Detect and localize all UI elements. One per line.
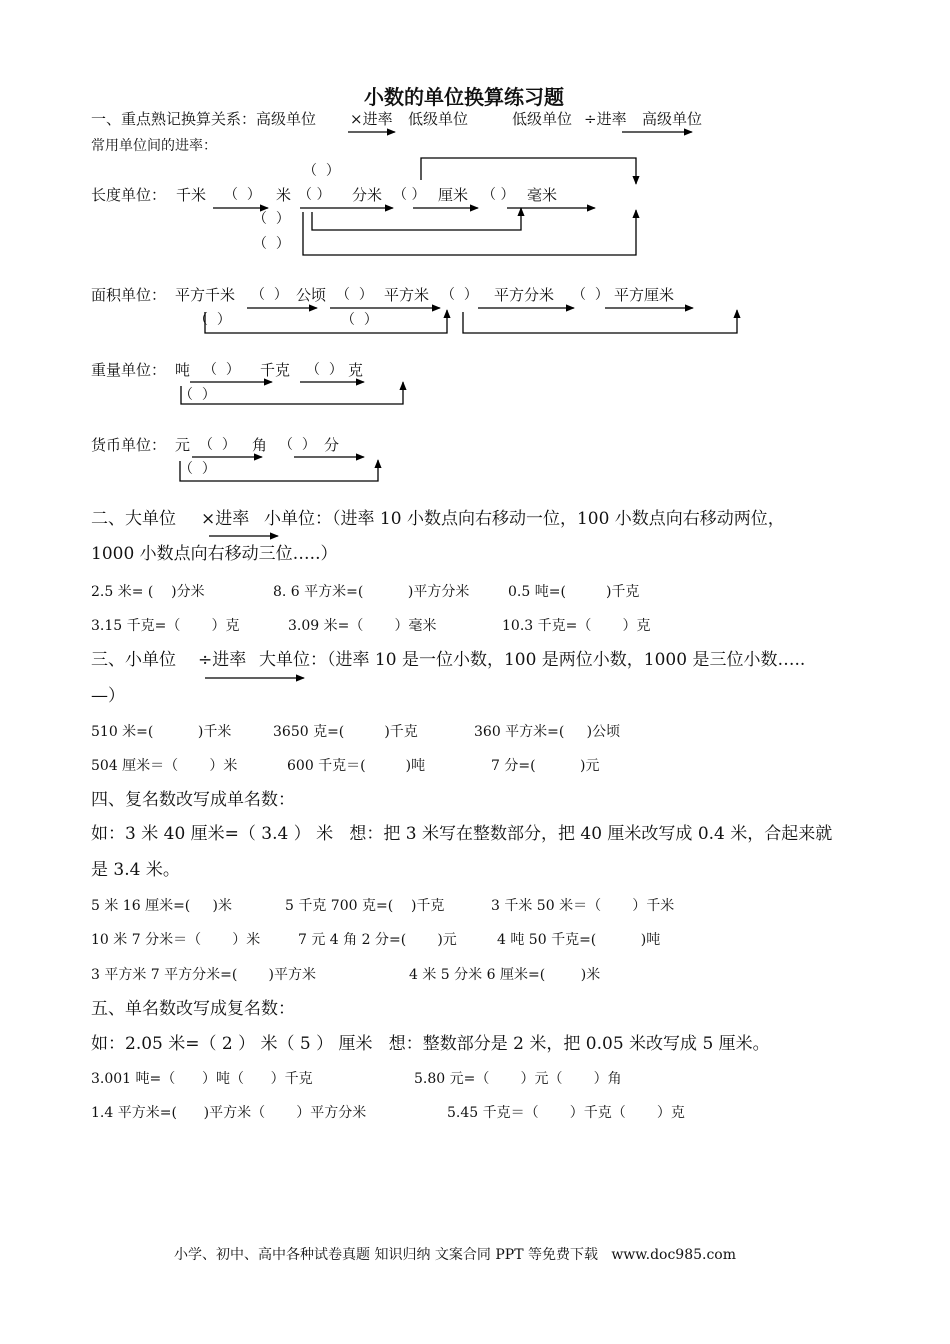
sec5-q1: 3.001 吨=（ ）吨（ ）千克 bbox=[91, 1071, 313, 1087]
bracket-length-top bbox=[421, 158, 636, 184]
sec1-low: 低级单位 bbox=[408, 110, 469, 128]
length-u5: 毫米 bbox=[527, 186, 558, 204]
sec5-example: 如：2.05 米=（ 2 ） 米（ 5 ） 厘米 想：整数部分是 2 米，把 0.05 米改写成 5 厘米。 bbox=[91, 1034, 770, 1054]
length-blank-1: （ ） bbox=[224, 187, 261, 203]
sec4-example-a: 如：3 米 40 厘米=（ 3.4 ） 米 想：把 3 米写在整数部分，把 40 厘米改写成 0.4 米，合起来就 bbox=[91, 824, 833, 844]
area-blank-3: （ ） bbox=[441, 287, 478, 303]
sec2-q3: 0.5 吨=( )千克 bbox=[508, 584, 640, 600]
length-blank-4: （ ） bbox=[482, 187, 515, 203]
bracket-area-right bbox=[463, 310, 737, 333]
sec2-heading-b: 小单位：（进率 10 小数点向右移动一位，100 小数点向右移动两位， bbox=[264, 509, 785, 529]
area-blank-4: （ ） bbox=[572, 287, 609, 303]
length-blank-mid: （ ） bbox=[253, 211, 290, 227]
sec5-heading: 五、单名数改写成复名数： bbox=[91, 999, 295, 1019]
length-u2: 米 bbox=[276, 186, 292, 204]
sec3-q2: 3650 克=( )千克 bbox=[273, 724, 418, 740]
sec3-q1: 510 米=( )千米 bbox=[91, 724, 232, 740]
sec2-q1: 2.5 米= ( )分米 bbox=[91, 584, 205, 600]
sec4-example-b: 是 3.4 米。 bbox=[91, 860, 180, 880]
area-u5: 平方厘米 bbox=[614, 286, 675, 304]
weight-blank-low: （ ） bbox=[179, 387, 216, 403]
bracket-area-left bbox=[205, 310, 447, 333]
sec2-q6: 10.3 千克=（ ）克 bbox=[502, 618, 651, 634]
sec5-q4: 5.45 千克＝（ ）千克（ ）克 bbox=[447, 1105, 685, 1121]
sec4-q6: 4 吨 50 千克=( )吨 bbox=[497, 932, 661, 948]
sec4-q2: 5 千克 700 克=( )千克 bbox=[285, 898, 445, 914]
area-blank-right: （ ） bbox=[341, 312, 378, 328]
length-blank-top: （ ） bbox=[303, 163, 340, 179]
weight-label: 重量单位： bbox=[91, 361, 167, 379]
rates-label: 常用单位间的进率： bbox=[91, 138, 217, 154]
money-blank-1: （ ） bbox=[199, 437, 236, 453]
area-blank-left: （ ） bbox=[194, 312, 231, 328]
money-blank-2: （ ） bbox=[279, 437, 316, 453]
sec4-q8: 4 米 5 分米 6 厘米=( )米 bbox=[409, 967, 601, 983]
weight-u1: 吨 bbox=[175, 361, 191, 379]
length-u1: 千米 bbox=[176, 186, 207, 204]
sec1-mul: ×进率 bbox=[350, 110, 393, 128]
length-u3: 分米 bbox=[352, 186, 383, 204]
sec3-q3: 360 平方米=( )公顷 bbox=[474, 724, 621, 740]
sec2-mul: ×进率 bbox=[201, 509, 250, 529]
money-u3: 分 bbox=[324, 436, 340, 454]
sec3-q5: 600 千克＝( )吨 bbox=[287, 758, 426, 774]
money-blank-low: （ ） bbox=[179, 461, 216, 477]
length-blank-3: （ ） bbox=[393, 187, 426, 203]
sec3-heading-b: 大单位：（进率 10 是一位小数，100 是两位小数，1000 是三位小数….. bbox=[259, 650, 806, 670]
sec3-q6: 7 分=( )元 bbox=[491, 758, 600, 774]
sec2-q5: 3.09 米=（ ）毫米 bbox=[288, 618, 437, 634]
length-label: 长度单位： bbox=[91, 186, 167, 204]
bracket-length-mid bbox=[312, 208, 521, 230]
weight-u2: 千克 bbox=[260, 361, 291, 379]
area-blank-2: （ ） bbox=[336, 287, 373, 303]
length-blank-low: （ ） bbox=[253, 236, 290, 252]
weight-blank-2: （ ） bbox=[306, 362, 343, 378]
area-u2: 公顷 bbox=[296, 286, 327, 304]
length-blank-2: （ ） bbox=[298, 187, 331, 203]
area-u3: 平方米 bbox=[384, 286, 430, 304]
sec4-q4: 10 米 7 分米＝（ ）米 bbox=[91, 932, 261, 948]
money-label: 货币单位： bbox=[91, 436, 167, 454]
area-label: 面积单位： bbox=[91, 286, 167, 304]
sec1-div: ÷进率 bbox=[584, 110, 627, 128]
sec2-q2: 8. 6 平方米=( )平方分米 bbox=[273, 584, 470, 600]
weight-blank-1: （ ） bbox=[203, 362, 240, 378]
area-u1: 平方千米 bbox=[175, 286, 236, 304]
sec1-heading: 一、重点熟记换算关系：高级单位 bbox=[91, 110, 317, 128]
page-footer: 小学、初中、高中各种试卷真题 知识归纳 文案合同 PPT 等免费下载 www.doc985.com bbox=[174, 1247, 737, 1263]
money-u2: 角 bbox=[252, 436, 268, 454]
page-title: 小数的单位换算练习题 bbox=[364, 85, 564, 109]
sec3-heading-c: —） bbox=[91, 686, 125, 706]
sec2-heading-a: 二、大单位 bbox=[91, 509, 176, 529]
sec3-heading-a: 三、小单位 bbox=[91, 650, 176, 670]
sec4-q5: 7 元 4 角 2 分=( )元 bbox=[298, 932, 457, 948]
sec4-q1: 5 米 16 厘米=( )米 bbox=[91, 898, 232, 914]
sec3-div: ÷进率 bbox=[198, 650, 247, 670]
area-blank-1: （ ） bbox=[251, 287, 288, 303]
sec5-q2: 5.80 元=（ ）元（ ）角 bbox=[414, 1071, 622, 1087]
sec4-q3: 3 千米 50 米＝（ ）千米 bbox=[491, 898, 675, 914]
sec2-q4: 3.15 千克=（ ）克 bbox=[91, 618, 240, 634]
sec5-q3: 1.4 平方米=( )平方米（ ）平方分米 bbox=[91, 1105, 367, 1121]
sec1-high: 高级单位 bbox=[642, 110, 703, 128]
sec3-q4: 504 厘米＝（ ）米 bbox=[91, 758, 238, 774]
weight-u3: 克 bbox=[348, 361, 364, 379]
bracket-length-low bbox=[303, 210, 636, 255]
sec4-q7: 3 平方米 7 平方分米=( )平方米 bbox=[91, 967, 316, 983]
sec4-heading: 四、复名数改写成单名数： bbox=[91, 790, 295, 810]
sec2-heading-c: 1000 小数点向右移动三位…..） bbox=[91, 544, 338, 564]
length-u4: 厘米 bbox=[438, 186, 469, 204]
money-u1: 元 bbox=[175, 436, 191, 454]
sec1-low2: 低级单位 bbox=[512, 110, 573, 128]
area-u4: 平方分米 bbox=[494, 286, 555, 304]
